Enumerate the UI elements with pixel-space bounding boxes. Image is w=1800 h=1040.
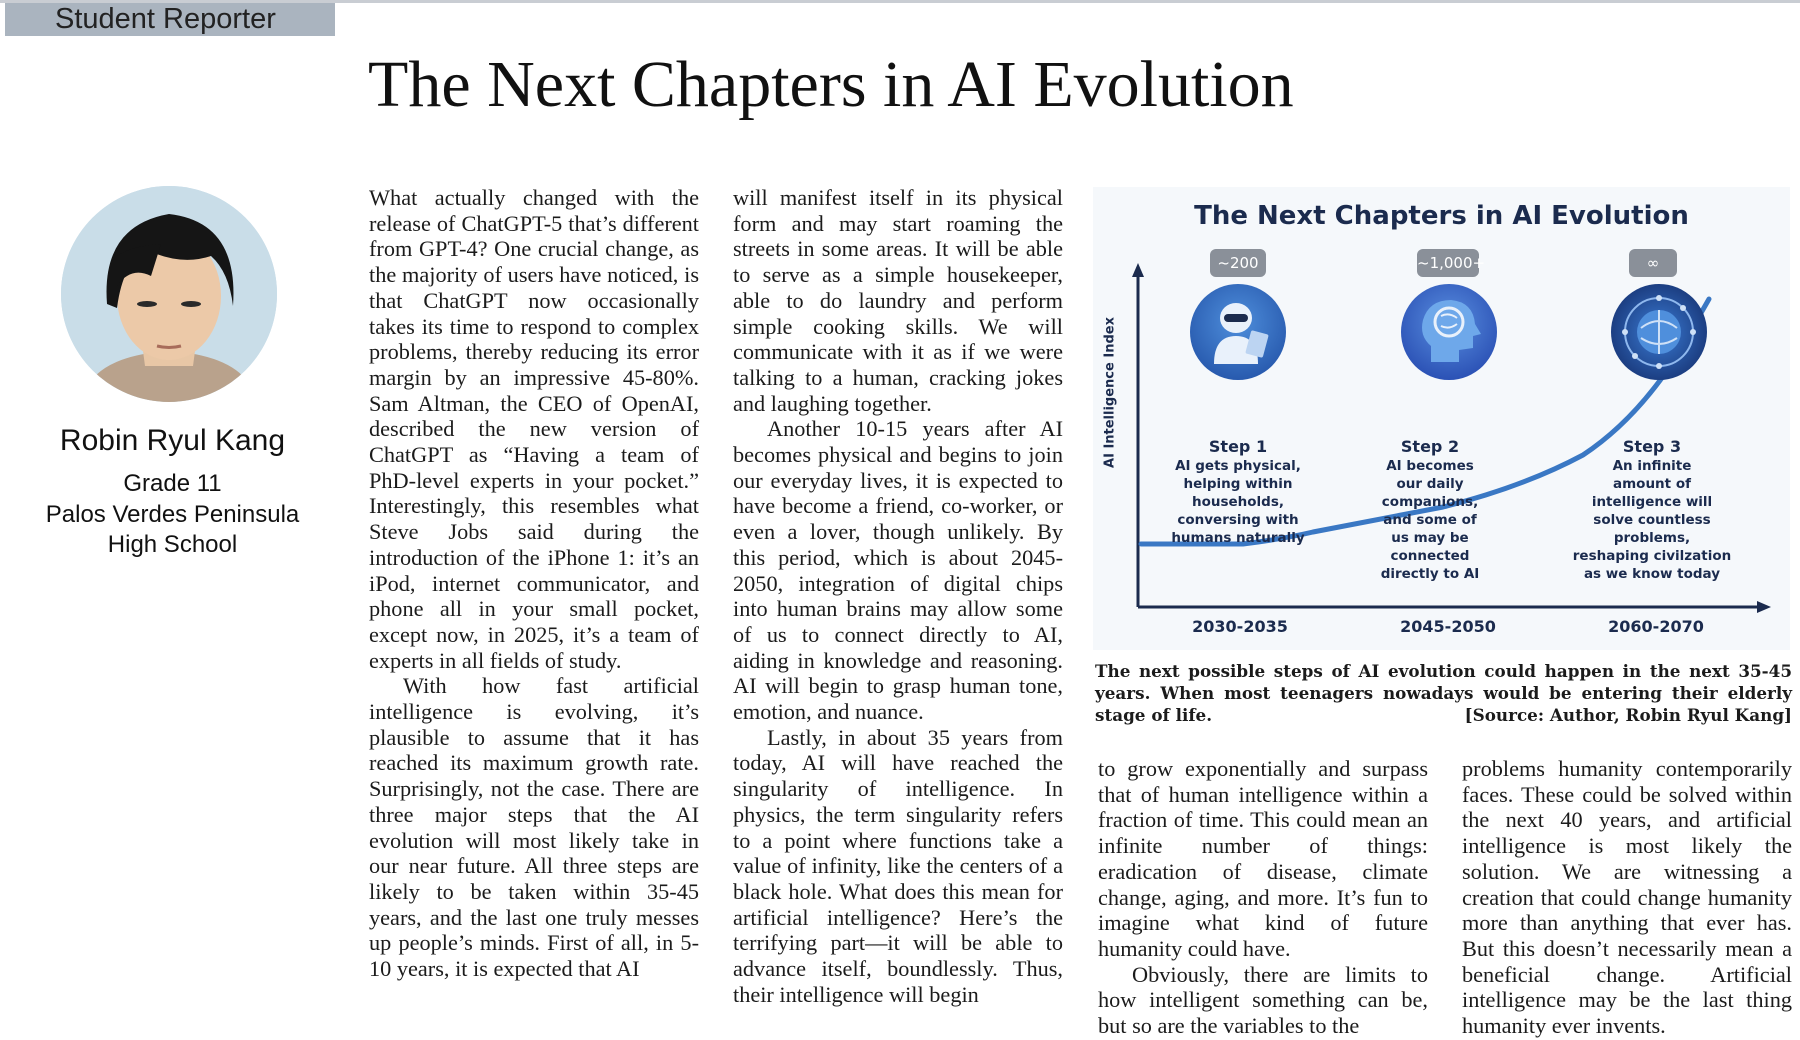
step-desc-line: helping within [1183,476,1293,492]
article-column-3 [1098,756,1428,1039]
step-desc-line: solve countless [1593,512,1711,528]
step-title: Step 1 [1208,437,1268,456]
step-badge: ~200 [1210,249,1266,277]
step-3 [1572,437,1732,583]
figure-caption [1095,660,1792,726]
step-desc-line: AI gets physical, [1175,458,1301,474]
step-desc-line: as we know today [1583,566,1721,582]
author-name: Robin Ryul Kang [59,424,286,457]
section-tag-label: Student Reporter [55,3,276,35]
step-desc-line: humans naturally [1171,530,1305,546]
step-desc-line: companions, [1381,494,1479,510]
infographic-title: The Next Chapters in AI Evolution [1194,201,1689,231]
article-column-4 [1462,756,1792,1039]
paragraph: With how fast artificial intelligence is evolving, it’s plausible to assume that it has reached its maximum growth rate. Surprisingly, not the case. There are three major steps that the AI evolution will most likely take in our near future. All three steps are likely to be taken within 35-45 years, and the last one truly messes up people’s minds. First of all, in 5-10 years, it is expected that AI [369,673,699,982]
globe-network-icon [1611,284,1707,380]
step-desc-line: conversing with [1177,512,1299,528]
paragraph: Another 10-15 years after AI becomes physical and begins to join our everyday lives, it is expected to have become a friend, co-worker, or even a lover, though unlikely. By this period, which is about 2045-2050, integration of digital chips into human brains may allow some of us to connect directly to AI, aiding in knowledge and reasoning. AI will begin to grasp human tone, emotion, and nuance. [733,416,1063,725]
step-title: Step 3 [1622,437,1682,456]
period-label: 2045-2050 [1400,617,1496,636]
step-desc-line: intelligence will [1591,494,1713,510]
step-1 [1158,437,1318,547]
step-desc-line: and some of [1383,512,1477,528]
headline: The Next Chapters in AI Evolution [368,48,1294,121]
step-desc-line: connected [1390,548,1470,564]
step-title: Step 2 [1400,437,1460,456]
paragraph: Lastly, in about 35 years from today, AI will have reached the singularity of intelligence. In physics, the term singularity refers to a point where functions take a value of infinity, like the centers of a black hole. What does this mean for artificial intelligence? Here’s the terrifying part—it will be able to advance itself, boundlessly. Thus, their intelligence will begin [733,724,1063,1007]
paragraph: What actually changed with the release of ChatGPT-5 that’s different from GPT-4? One crucial change, as the majority of users have noticed, is that ChatGPT now occasionally takes its time to respond to complex problems, thereby reducing its error margin by an impressive 45-80%. Sam Altman, the CEO of OpenAI, described the new version of ChatGPT as “Having a team of PhD-level experts in your pocket.” Interestingly, this resembles what Steve Jobs said during the introduction of the iPhone 1: it’s an iPod, internet communicator, and phone all in your small pocket, except now, in 2025, it’s a team of experts in all fields of study. [369,185,699,673]
author-school-line2: High School [107,531,238,558]
period-label: 2030-2035 [1192,617,1288,636]
step-desc-line: directly to AI [1380,566,1480,582]
paragraph: problems humanity contemporarily faces. These could be solved within the next 40 years, and artificial intelligence is most likely the solution. We are witnessing a creation that could change humanity more than anything that ever has. But this doesn’t necessarily mean a beneficial change. Artificial intelligence may be the last thing humanity ever invents. [1462,756,1792,1039]
paragraph: will manifest itself in its physical form and may start roaming the streets in some areas. It will be able to serve as a simple housekeeper, able to do laundry and perform simple cooking skills. We will communicate with it as if we were talking to a human, cracking jokes and laughing together. [733,185,1063,416]
x-axis-arrow [1757,601,1771,613]
y-axis-arrow [1132,263,1144,277]
brain-head-icon [1401,284,1497,380]
paragraph: Obviously, there are limits to how intelligent something can be, but so are the variables to the [1098,961,1428,1039]
caption-source: [Source: Author, Robin Ryul Kang] [1464,705,1792,725]
robot-icon [1190,284,1286,380]
paragraph: to grow exponentially and surpass that of human intelligence within a fraction of time. This could mean an infinite number of things: eradication of disease, climate change, aging, and more. It’s fun to imagine what kind of future humanity could have. [1098,756,1428,961]
author-school [0,500,345,560]
step-badge: ~1,000+ [1417,249,1479,277]
author-grade: Grade 11 [123,470,222,497]
step-desc-line: us may be [1391,530,1469,546]
step-badge: ∞ [1629,249,1677,277]
step-desc-line: our daily [1396,476,1464,492]
article-column-1 [369,185,699,982]
author-photo [61,186,277,402]
section-tag [5,3,335,36]
step-desc-line: An infinite [1612,458,1692,474]
step-desc-line: amount of [1613,476,1691,492]
step-desc-line: households, [1191,494,1285,510]
period-label: 2060-2070 [1608,617,1704,636]
y-axis-label: AI Intelligence Index [1102,317,1118,468]
caption-text: The next possible steps of AI evolution could happen in the next 35-45 years. When most teenagers nowadays would be entering their elderly stage of life. [1095,661,1792,725]
step-2 [1350,437,1510,583]
infographic [1093,187,1790,650]
step-desc-line: reshaping civilzation [1572,548,1732,564]
author-portrait [61,186,277,402]
article-column-2 [733,185,1063,1008]
step-desc-line: problems, [1613,530,1691,546]
author-school-line1: Palos Verdes Peninsula [45,501,300,528]
step-desc-line: AI becomes [1386,458,1474,474]
